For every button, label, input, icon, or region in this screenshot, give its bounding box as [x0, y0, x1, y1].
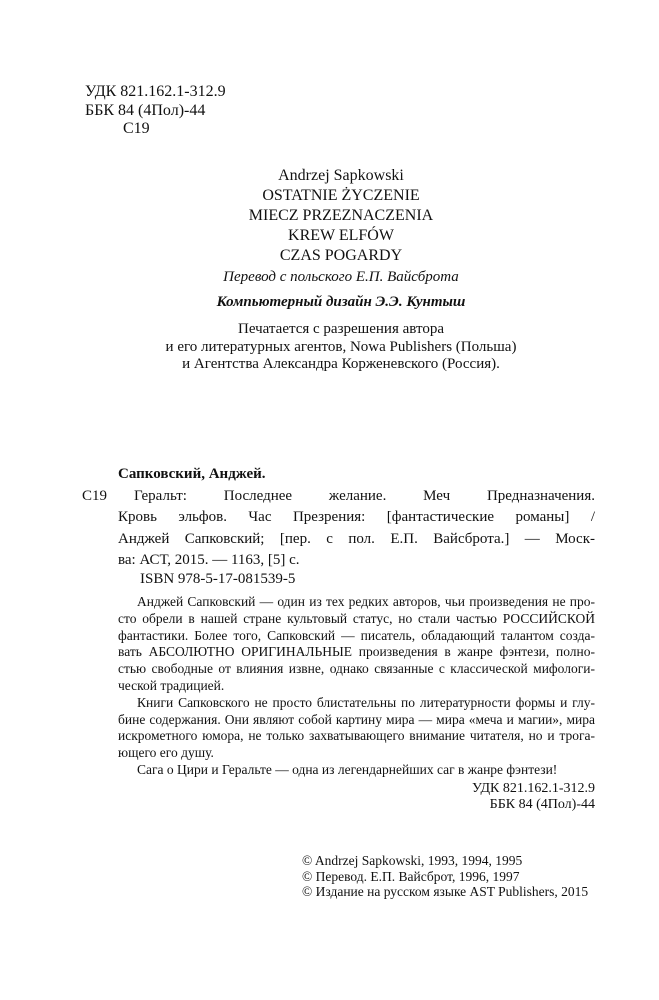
classification-codes-bottom — [472, 781, 595, 812]
classification-codes-top — [85, 83, 226, 139]
annotation — [118, 594, 595, 779]
annotation-paragraph-2: Книги Сапковского не просто блистательны по литературности формы и глу- бине содержания. Они являют собой картину мира — мира «меча и магии», мира искрометного юмора, не только захватывающего внимание читателя, но и трога- ющего его душу. — [118, 694, 595, 761]
original-title-3: KREW ELFÓW — [288, 227, 394, 244]
bbk-code-bottom: ББК 84 (4Пол)-44 — [489, 796, 595, 812]
permission-note: Печатается с разрешения автора и его литературных агентов, Nowa Publishers (Польша) и Агентства Александра Корженевского (Россия). — [165, 321, 517, 373]
annotation-paragraph-3: Сага о Цири и Геральте — одна из легендарнейших саг в жанре фэнтези! — [137, 761, 558, 777]
biblio-author-sign: С19 — [82, 487, 108, 504]
udk-code-top: УДК 821.162.1-312.9 — [85, 83, 226, 100]
original-title-4: CZAS POGARDY — [279, 247, 403, 264]
biblio-heading: Сапковский, Анджей. — [118, 466, 266, 482]
original-author: Andrzej Sapkowski — [278, 167, 404, 184]
copyright-block: © Andrzej Sapkowski, 1993, 1994, 1995 © Перевод. Е.П. Вайсброт, 1996, 1997 © Издание на русском языке AST Publishers, 2015 — [302, 853, 589, 899]
biblio-description: Геральт: Последнее желание. Меч Предназначения. Кровь эльфов. Час Презрения: [фантастические романы] / Анджей Сапковский; [пер. с пол. Е.П. Вайсброта.] — Моск- ва: АСТ, 2015. — 1163, [5] с. — [118, 487, 595, 568]
udk-code-bottom: УДК 821.162.1-312.9 — [471, 781, 595, 796]
annotation-paragraph-1: Анджей Сапковский — один из тех редких авторов, чьи произведения не про- сто обрели в нашей стране культовый статус, но стали частью РОССИЙСКОЙ фантастики. Более того, Сапковский — писатель, обладающий талантом созда- вать АБСОЛЮТНО ОРИГИНАЛЬНЫЕ произведения в жанре фэнтези, полно- стью свободные от влияния извне, однако связанные с классической мифологи- ческой традицией. — [118, 594, 595, 693]
isbn: ISBN 978-5-17-081539-5 — [140, 570, 296, 587]
author-sign-top: С19 — [123, 120, 150, 137]
translation-credit: Перевод с польского Е.П. Вайсброта — [223, 269, 459, 285]
original-title-2: MIECZ PRZEZNACZENIA — [248, 207, 434, 224]
original-title-block — [85, 166, 597, 266]
bbk-code-top: ББК 84 (4Пол)-44 — [85, 101, 206, 119]
original-title-1: OSTATNIE ŻYCZENIE — [262, 187, 420, 204]
bibliographic-record — [82, 464, 595, 590]
design-credit: Компьютерный дизайн Э.Э. Кунтыш — [216, 294, 466, 310]
